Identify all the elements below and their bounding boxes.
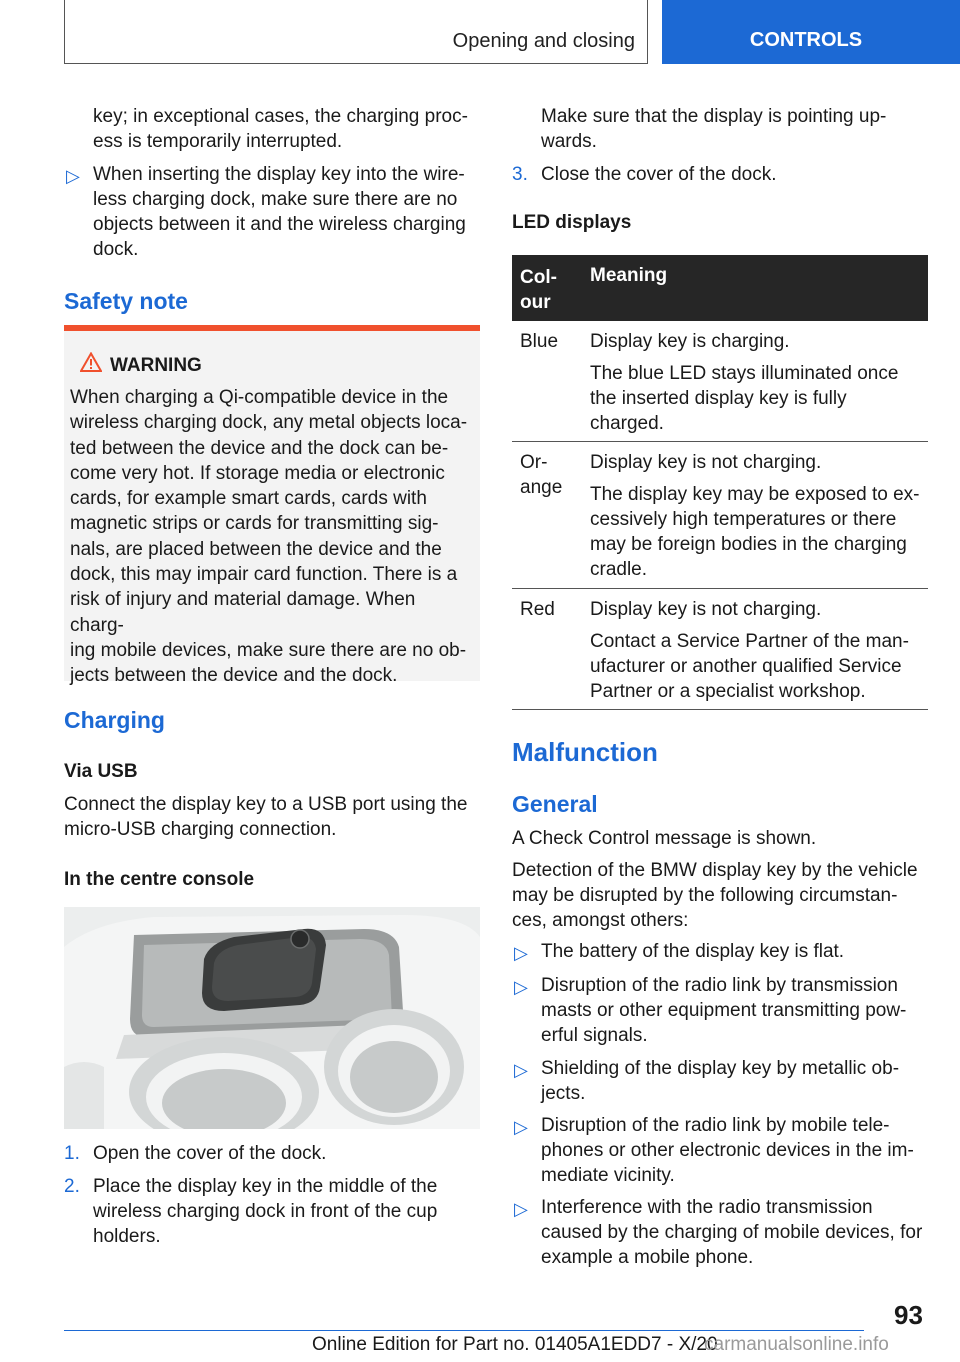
warning-accent-bar xyxy=(64,325,480,331)
text-line: our xyxy=(520,292,551,313)
text-line: come very hot. If storage media or electronic xyxy=(70,462,445,484)
bullet-icon: ▷ xyxy=(66,166,80,186)
text-line: When charging a Qi-compatible device in the xyxy=(70,387,449,408)
text-line: Shielding of the display key by metallic ob- xyxy=(541,1058,900,1079)
text-line: wireless charging dock in front of the cup xyxy=(93,1201,438,1222)
text-line: jects. xyxy=(541,1083,586,1104)
header-chapter-tab xyxy=(662,0,960,64)
paragraph-continued xyxy=(93,104,468,154)
text-line: When inserting the display key into the wire- xyxy=(93,164,465,185)
led-displays-heading: LED displays xyxy=(512,212,632,233)
table-cell-colour: Blue xyxy=(520,331,559,352)
text-line: holders. xyxy=(93,1226,161,1247)
header-chapter-label: CONTROLS xyxy=(749,28,863,51)
bullet-icon: ▷ xyxy=(514,1060,528,1080)
text-line: ted between the device and the dock can be- xyxy=(70,437,449,459)
text-line: risk of injury and material damage. When charg- xyxy=(70,589,416,636)
bullet-icon: ▷ xyxy=(514,943,528,963)
table-cell-colour: Red xyxy=(520,599,555,620)
bullet-icon: ▷ xyxy=(514,977,528,997)
table-row-divider xyxy=(512,441,928,442)
text-line: example a mobile phone. xyxy=(541,1247,754,1268)
paragraph-continued-right xyxy=(541,104,886,154)
text-line: cradle. xyxy=(590,559,648,580)
text-line: Col- xyxy=(520,267,557,288)
step-2-text xyxy=(93,1174,437,1249)
table-bottom-rule xyxy=(512,709,928,710)
text-line: Display key is charging. xyxy=(590,331,790,352)
footer-edition: Online Edition for Part no. 01405A1EDD7 - X/20 xyxy=(312,1334,718,1355)
led-table-header xyxy=(512,255,928,321)
text-line: caused by the charging of mobile devices, for xyxy=(541,1222,923,1243)
header-section-box xyxy=(64,0,648,64)
bullet-text xyxy=(541,1195,922,1270)
warning-title: WARNING xyxy=(110,355,202,376)
step-3-text: Close the cover of the dock. xyxy=(541,164,777,185)
table-cell-colour xyxy=(520,450,562,500)
text-line: masts or other equipment transmitting pow- xyxy=(541,1000,907,1021)
general-paragraph-2 xyxy=(512,858,918,933)
charging-heading: Charging xyxy=(64,707,165,733)
text-line: Connect the display key to a USB port using the xyxy=(64,794,468,815)
text-line: cards, for example smart cards, cards with xyxy=(70,488,427,510)
text-line: Interference with the radio transmission xyxy=(541,1197,873,1218)
text-line: Disruption of the radio link by mobile tele- xyxy=(541,1115,890,1136)
bullet-text xyxy=(541,1056,899,1106)
text-line: may be disrupted by the following circumstan- xyxy=(512,885,898,906)
general-heading: General xyxy=(512,791,598,817)
text-line: Display key is not charging. xyxy=(590,452,822,473)
text-line: Place the display key in the middle of the xyxy=(93,1176,438,1197)
text-line: ufacturer or another qualified Service xyxy=(590,656,902,677)
text-line: phones or other electronic devices in the im- xyxy=(541,1140,914,1161)
text-line: Disruption of the radio link by transmission xyxy=(541,975,898,996)
step-number: 1. xyxy=(64,1143,80,1164)
text-line: dock. xyxy=(93,239,139,260)
table-cell-meaning xyxy=(590,329,926,436)
text-line: wireless charging dock, any metal objects loca- xyxy=(70,412,468,434)
bullet-text xyxy=(541,1113,914,1188)
text-line: erful signals. xyxy=(541,1025,648,1046)
warning-text xyxy=(70,385,474,689)
text-line: micro-USB charging connection. xyxy=(64,819,337,840)
text-line: mediate vicinity. xyxy=(541,1165,675,1186)
centre-console-heading: In the centre console xyxy=(64,869,255,890)
text-line: Contact a Service Partner of the man- xyxy=(590,631,909,652)
text-line: Detection of the BMW display key by the vehicle xyxy=(512,860,918,881)
text-line: Make sure that the display is pointing up- xyxy=(541,106,887,127)
text-line: ces, amongst others: xyxy=(512,910,689,931)
wireless-charging-dock-illustration xyxy=(64,907,480,1129)
text-line: objects between it and the wireless charging xyxy=(93,214,466,235)
text-line: nals, are placed between the device and the xyxy=(70,538,442,560)
bullet-text xyxy=(541,973,906,1048)
text-line: cessively high temperatures or there xyxy=(590,509,897,530)
text-line: Partner or a specialist workshop. xyxy=(590,681,866,702)
table-row-divider xyxy=(512,588,928,589)
via-usb-heading: Via USB xyxy=(64,761,138,782)
text-line: dock, this may impair card function. There is a xyxy=(70,564,458,586)
header-section-title: Opening and closing xyxy=(452,30,635,52)
text-line: Display key is not charging. xyxy=(590,599,822,620)
text-line: jects between the device and the dock. xyxy=(70,665,398,687)
text-line: The blue LED stays illuminated once xyxy=(590,363,899,384)
text-line: may be foreign bodies in the charging xyxy=(590,534,907,555)
step-number: 3. xyxy=(512,164,528,185)
bullet-text: The battery of the display key is flat. xyxy=(541,941,845,962)
text-line: ing mobile devices, make sure there are no ob- xyxy=(70,639,467,661)
text-line: less charging dock, make sure there are no xyxy=(93,189,458,210)
table-cell-meaning xyxy=(590,450,926,582)
page-number: 93 xyxy=(894,1300,923,1330)
safety-note-heading: Safety note xyxy=(64,288,188,314)
bullet-icon: ▷ xyxy=(514,1199,528,1219)
warning-box xyxy=(64,325,480,687)
text-line: ange xyxy=(520,477,563,498)
step-number: 2. xyxy=(64,1176,80,1197)
bullet-insert-text xyxy=(93,162,466,262)
text-line: wards. xyxy=(541,131,597,152)
footer-rule xyxy=(64,1330,864,1331)
table-header-meaning: Meaning xyxy=(590,265,668,286)
usb-paragraph xyxy=(64,792,467,842)
table-header-colour xyxy=(520,265,557,315)
table-cell-meaning xyxy=(590,597,926,704)
malfunction-heading: Malfunction xyxy=(512,737,658,767)
footer-watermark: carmanualsonline.info xyxy=(704,1334,889,1355)
warning-triangle-icon xyxy=(80,352,102,372)
text-line: magnetic strips or cards for transmitting sig- xyxy=(70,513,439,535)
text-line: key; in exceptional cases, the charging proc- xyxy=(93,106,468,127)
text-line: the inserted display key is fully xyxy=(590,388,847,409)
text-line: The display key may be exposed to ex- xyxy=(590,484,920,505)
bullet-icon: ▷ xyxy=(514,1117,528,1137)
text-line: Or- xyxy=(520,452,548,473)
text-line: ess is temporarily interrupted. xyxy=(93,131,343,152)
text-line: charged. xyxy=(590,413,664,434)
general-paragraph-1: A Check Control message is shown. xyxy=(512,828,817,849)
step-1-text: Open the cover of the dock. xyxy=(93,1143,327,1164)
